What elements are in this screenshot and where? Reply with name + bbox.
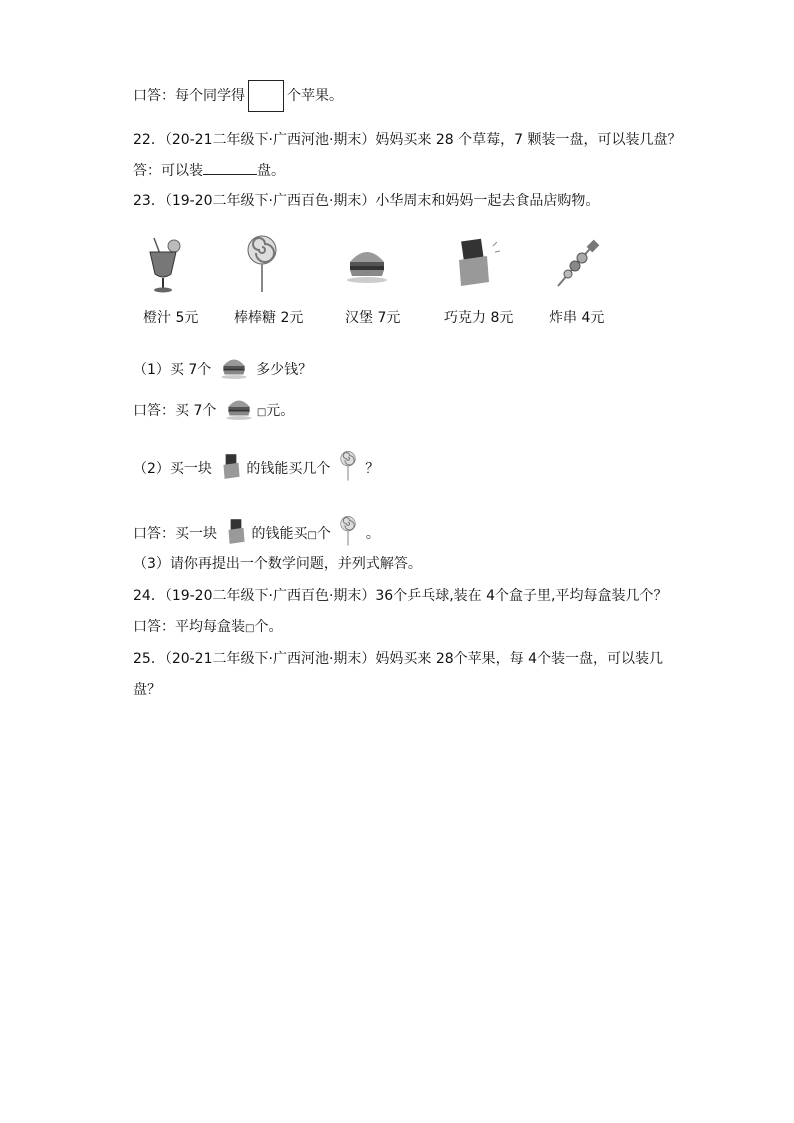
- subquestion-2-suffix: ？: [365, 461, 380, 477]
- lollipop-icon: [335, 509, 361, 559]
- answer-sub2-box[interactable]: □: [307, 530, 317, 541]
- answer-sub2: [133, 509, 380, 559]
- question-24: 24．（19-20二年级下·广西百色·期末）36个乒乓球,装在 4个盒子里,平均每盒装几个？: [133, 588, 668, 604]
- item-label-lollipop: 棒棒糖 2元: [234, 310, 304, 326]
- answer-22-suffix: 盘。: [257, 163, 285, 179]
- answer-line-apples: [133, 80, 343, 112]
- chocolate-icon: [438, 236, 508, 288]
- question-25-line1: 25．（20-21二年级下·广西河池·期末）妈妈买来 28个苹果，每 4个装一盘，可以装几: [133, 651, 664, 667]
- subquestion-2: [133, 444, 379, 494]
- item-label-chocolate: 巧克力 8元: [444, 310, 514, 326]
- answer-sub2-middle2: 个: [316, 526, 331, 542]
- lollipop-icon: [335, 444, 361, 494]
- subquestion-1: [133, 352, 312, 388]
- subquestion-2-prefix: （2）买一块: [133, 461, 212, 477]
- answer-24-box[interactable]: □: [245, 623, 255, 634]
- burger-icon: [221, 393, 257, 429]
- answer-sub1-suffix: 元。: [266, 403, 295, 419]
- subquestion-3: （3）请你再提出一个数学问题，并列式解答。: [133, 556, 422, 572]
- item-label-juice: 橙汁 5元: [143, 310, 199, 326]
- question-25-line2: 盘？: [133, 682, 161, 698]
- item-label-skewer: 炸串 4元: [549, 310, 605, 326]
- item-label-burger: 汉堡 7元: [345, 310, 401, 326]
- answer-24: [133, 617, 282, 639]
- lollipop-icon: [227, 234, 297, 294]
- answer-sub2-suffix: 。: [365, 526, 380, 542]
- question-23: 23．（19-20二年级下·广西百色·期末）小华周末和妈妈一起去食品店购物。: [133, 193, 600, 209]
- skewer-icon: [541, 236, 611, 292]
- chocolate-icon: [216, 447, 246, 491]
- answer-sub1: [133, 393, 294, 429]
- answer-22: [133, 160, 285, 181]
- juice-icon: [128, 234, 198, 294]
- subquestion-2-middle: 的钱能买几个: [246, 461, 331, 477]
- burger-icon: [332, 240, 402, 288]
- subquestion-1-suffix: 多少钱？: [256, 362, 313, 378]
- answer-sub2-middle: 的钱能买: [251, 526, 308, 542]
- answer-24-suffix: 个。: [254, 619, 283, 635]
- answer-sub1-prefix: 口答：买 7个: [133, 403, 217, 419]
- answer-22-prefix: 答：可以装: [133, 163, 203, 179]
- answer-box[interactable]: [248, 80, 284, 112]
- chocolate-icon: [221, 512, 251, 556]
- question-22: 22．（20-21二年级下·广西河池·期末）妈妈买来 28 个草莓，7 颗装一盘，可以装几盘？: [133, 132, 682, 148]
- answer-suffix: 个苹果。: [287, 88, 343, 104]
- answer-22-blank[interactable]: [203, 160, 257, 175]
- burger-icon: [216, 352, 252, 388]
- subquestion-1-prefix: （1）买 7个: [133, 362, 212, 378]
- answer-prefix: 口答：每个同学得: [133, 88, 245, 104]
- answer-24-prefix: 口答：平均每盒装: [133, 619, 245, 635]
- answer-sub2-prefix: 口答：买一块: [133, 526, 217, 542]
- answer-sub1-box[interactable]: □: [256, 407, 267, 418]
